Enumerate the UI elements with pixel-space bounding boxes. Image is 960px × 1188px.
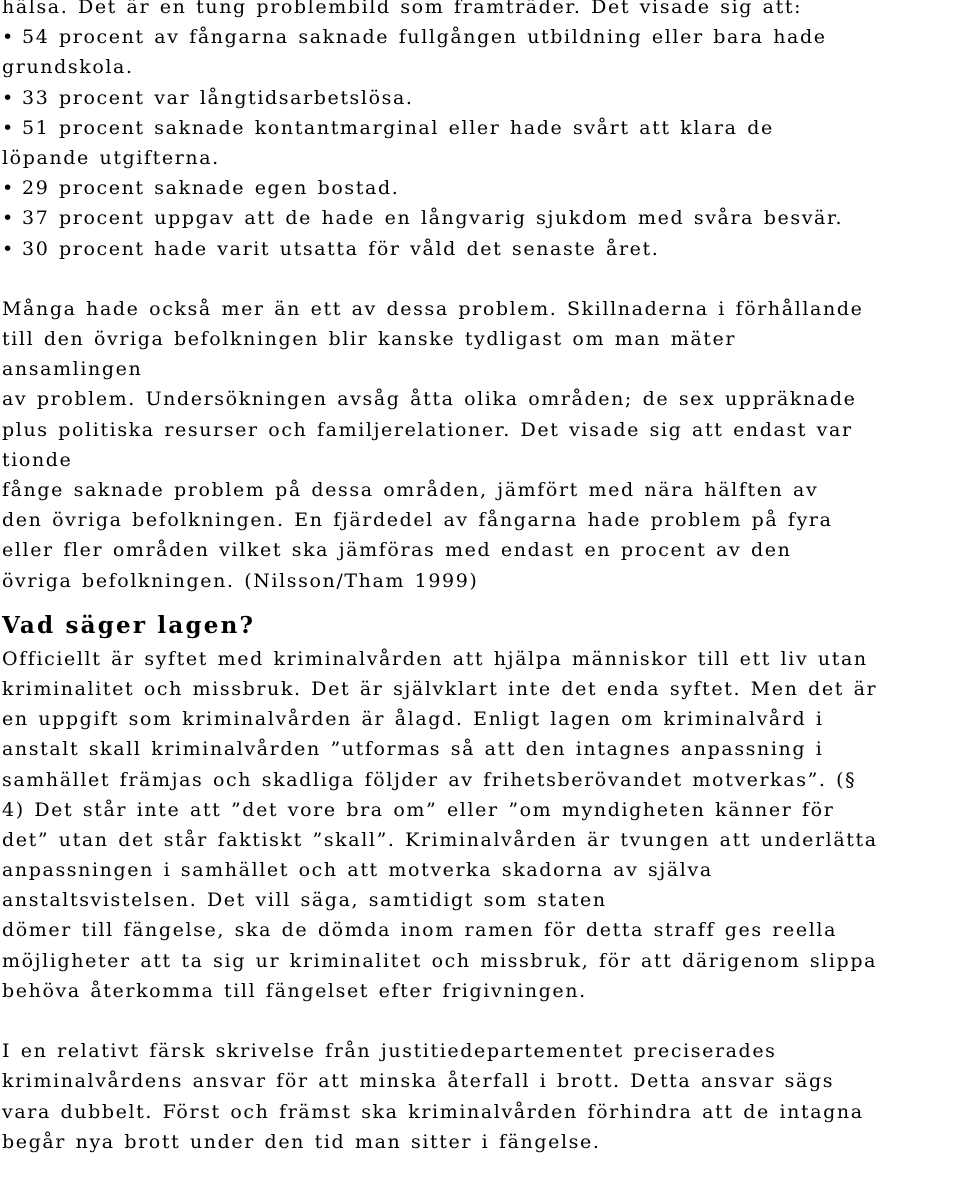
paragraph-line: möjligheter att ta sig ur kriminalitet och missbruk, för att därigenom slippa: [2, 949, 878, 972]
bullet-text-continuation: grundskola.: [2, 56, 134, 79]
bullet-item: [0, 113, 960, 173]
bullet-item: [0, 234, 960, 264]
paragraph-line: det” utan det står faktiskt ”skall”. Kriminalvården är tvungen att underlätta: [2, 828, 878, 851]
bullet-item: [0, 83, 960, 113]
paragraph-law: [0, 644, 960, 1006]
paragraph-line: kriminalvårdens ansvar för att minska återfall i brott. Detta ansvar sägs: [2, 1070, 835, 1093]
paragraph-line: av problem. Undersökningen avsåg åtta olika områden; de sex uppräknade: [2, 388, 857, 411]
paragraph-ministry-letter: [0, 1036, 960, 1157]
paragraph-line: vara dubbelt. Först och främst ska kriminalvården förhindra att de intagna: [2, 1100, 864, 1123]
bullet-symbol: •: [2, 177, 15, 200]
paragraph-line: den övriga befolkningen. En fjärdedel av fångarna hade problem på fyra: [2, 509, 833, 532]
bullet-text-continuation: löpande utgifterna.: [2, 146, 220, 169]
paragraph-line: Många hade också mer än ett av dessa problem. Skillnaderna i förhållande: [2, 297, 864, 320]
bullet-symbol: •: [2, 86, 15, 109]
paragraph-line: eller fler områden vilket ska jämföras med endast en procent av den: [2, 539, 792, 562]
bullet-text: 30 procent hade varit utsatta för våld det senaste året.: [22, 237, 660, 260]
bullet-item: [0, 22, 960, 82]
paragraph-line: I en relativt färsk skrivelse från justitiedepartementet preciserades: [2, 1040, 777, 1063]
paragraph-line: anpassningen i samhället och att motverka skadorna av själva: [2, 859, 713, 882]
paragraph-line: anstalt skall kriminalvården ”utformas så att den intagnes anpassning i: [2, 738, 824, 761]
paragraph-line: anstaltsvistelsen. Det vill säga, samtidigt som staten: [2, 889, 607, 912]
bullet-symbol: •: [2, 26, 15, 49]
bullet-text: 51 procent saknade kontantmarginal eller hade svårt att klara de: [22, 116, 774, 139]
paragraph-line: samhället främjas och skadliga följder av frihetsberövandet motverkas”. (§: [2, 768, 857, 791]
bullet-item: [0, 173, 960, 203]
bullet-text: 29 procent saknade egen bostad.: [22, 177, 400, 200]
paragraph-spacer: [0, 264, 960, 294]
statistics-bullet-list: [0, 22, 960, 264]
intro-line: hälsa. Det är en tung problembild som framträder. Det visade sig att:: [2, 0, 803, 18]
paragraph-line: Officiellt är syftet med kriminalvården att hjälpa människor till ett liv utan: [2, 647, 868, 670]
bullet-symbol: •: [2, 237, 15, 260]
paragraph-line: ansamlingen: [2, 358, 143, 381]
paragraph-line: dömer till fängelse, ska de dömda inom ramen för detta straff ges reella: [2, 919, 838, 942]
paragraph-line: 4) Det står inte att ”det vore bra om” eller ”om myndigheten känner för: [2, 798, 835, 821]
paragraph-problem-accumulation: [0, 294, 960, 596]
paragraph-line: till den övriga befolkningen blir kanske tydligast om man mäter: [2, 328, 737, 351]
paragraph-line: fånge saknade problem på dessa områden, jämfört med nära hälften av: [2, 479, 819, 501]
section-heading: Vad säger lagen?: [2, 611, 256, 639]
paragraph-line: kriminalitet och missbruk. Det är självklart inte det enda syftet. Men det är: [2, 677, 878, 700]
bullet-text: 54 procent av fångarna saknade fullgången utbildning eller bara hade: [22, 26, 827, 49]
paragraph-line: övriga befolkningen. (Nilsson/Tham 1999): [2, 569, 479, 592]
bullet-symbol: •: [2, 207, 15, 230]
paragraph-line: tionde: [2, 448, 73, 471]
paragraph-line: plus politiska resurser och familjerelationer. Det visade sig att endast var: [2, 418, 853, 441]
heading-spacer: [0, 596, 960, 604]
paragraph-spacer: [0, 1006, 960, 1036]
paragraph-line: en uppgift som kriminalvården är ålagd. Enligt lagen om kriminalvård i: [2, 708, 824, 731]
bullet-symbol: •: [2, 116, 15, 139]
paragraph-line: begår nya brott under den tid man sitter i fängelse.: [2, 1130, 601, 1153]
bullet-text: 33 procent var långtidsarbetslösa.: [22, 86, 414, 109]
paragraph-line: behöva återkomma till fängelset efter frigivningen.: [2, 979, 587, 1002]
bullet-text: 37 procent uppgav att de hade en långvarig sjukdom med svåra besvär.: [22, 207, 844, 230]
bullet-item: [0, 203, 960, 233]
